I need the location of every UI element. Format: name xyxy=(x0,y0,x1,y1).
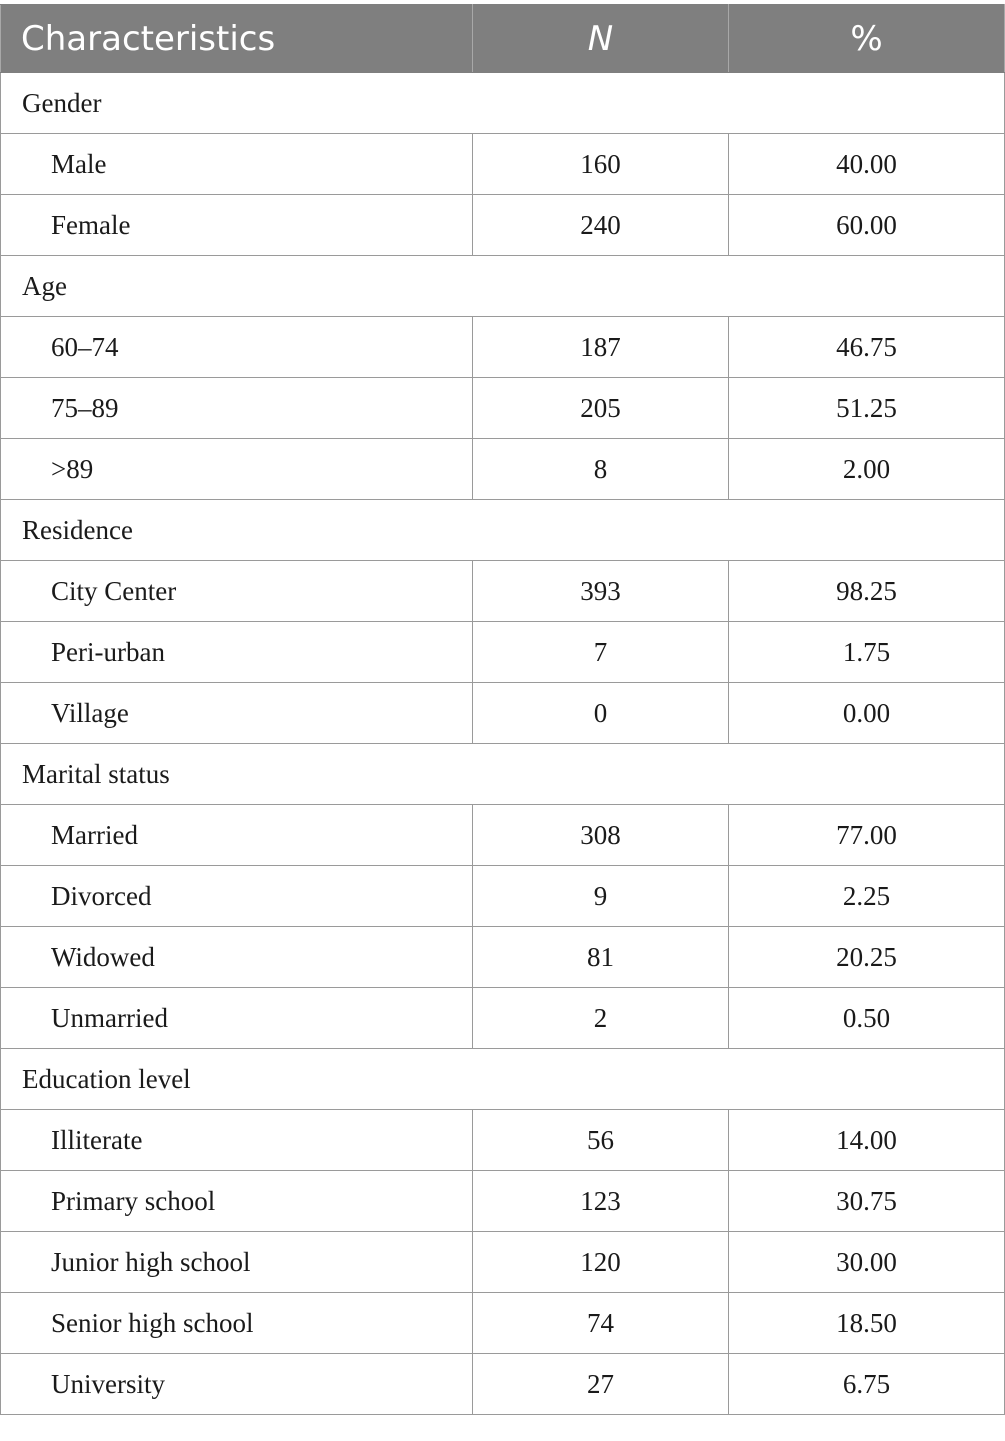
group-label: Marital status xyxy=(1,744,1005,805)
row-label: University xyxy=(1,1354,473,1415)
row-percent: 30.75 xyxy=(729,1171,1005,1232)
row-percent: 6.75 xyxy=(729,1354,1005,1415)
table-row xyxy=(1,1171,1005,1232)
table-row xyxy=(1,439,1005,500)
row-percent: 77.00 xyxy=(729,805,1005,866)
row-label: Primary school xyxy=(1,1171,473,1232)
row-n: 187 xyxy=(473,317,729,378)
row-label: City Center xyxy=(1,561,473,622)
row-label: Widowed xyxy=(1,927,473,988)
row-n: 74 xyxy=(473,1293,729,1354)
row-label: Divorced xyxy=(1,866,473,927)
group-row xyxy=(1,73,1005,134)
row-percent: 40.00 xyxy=(729,134,1005,195)
row-label: Illiterate xyxy=(1,1110,473,1171)
table-row xyxy=(1,683,1005,744)
row-label: Unmarried xyxy=(1,988,473,1049)
row-n: 9 xyxy=(473,866,729,927)
table-body xyxy=(1,73,1005,1415)
row-percent: 60.00 xyxy=(729,195,1005,256)
row-label: Female xyxy=(1,195,473,256)
row-percent: 46.75 xyxy=(729,317,1005,378)
group-row xyxy=(1,1049,1005,1110)
table-row xyxy=(1,195,1005,256)
table-row xyxy=(1,866,1005,927)
group-label: Gender xyxy=(1,73,1005,134)
row-percent: 0.50 xyxy=(729,988,1005,1049)
table-row xyxy=(1,1110,1005,1171)
table-row xyxy=(1,1232,1005,1293)
row-label: 75–89 xyxy=(1,378,473,439)
row-n: 56 xyxy=(473,1110,729,1171)
table-header xyxy=(1,5,1005,73)
row-n: 2 xyxy=(473,988,729,1049)
header-row xyxy=(1,5,1005,73)
row-n: 240 xyxy=(473,195,729,256)
row-n: 0 xyxy=(473,683,729,744)
row-label: Junior high school xyxy=(1,1232,473,1293)
row-percent: 2.00 xyxy=(729,439,1005,500)
row-n: 393 xyxy=(473,561,729,622)
row-n: 7 xyxy=(473,622,729,683)
characteristics-table xyxy=(0,4,1005,1415)
row-percent: 30.00 xyxy=(729,1232,1005,1293)
row-n: 205 xyxy=(473,378,729,439)
table-row xyxy=(1,927,1005,988)
row-percent: 1.75 xyxy=(729,622,1005,683)
row-percent: 14.00 xyxy=(729,1110,1005,1171)
row-percent: 0.00 xyxy=(729,683,1005,744)
table-row xyxy=(1,1354,1005,1415)
group-row xyxy=(1,744,1005,805)
header-percent: % xyxy=(729,5,1005,73)
row-label: Male xyxy=(1,134,473,195)
group-row xyxy=(1,500,1005,561)
row-label: 60–74 xyxy=(1,317,473,378)
group-row xyxy=(1,256,1005,317)
row-percent: 18.50 xyxy=(729,1293,1005,1354)
header-n: N xyxy=(473,5,729,73)
row-n: 8 xyxy=(473,439,729,500)
table-row xyxy=(1,622,1005,683)
table-row xyxy=(1,988,1005,1049)
row-n: 123 xyxy=(473,1171,729,1232)
row-n: 81 xyxy=(473,927,729,988)
row-n: 120 xyxy=(473,1232,729,1293)
row-label: Peri-urban xyxy=(1,622,473,683)
table-row xyxy=(1,561,1005,622)
row-percent: 20.25 xyxy=(729,927,1005,988)
row-label: Senior high school xyxy=(1,1293,473,1354)
group-label: Age xyxy=(1,256,1005,317)
row-label: Married xyxy=(1,805,473,866)
row-label: >89 xyxy=(1,439,473,500)
row-percent: 98.25 xyxy=(729,561,1005,622)
row-percent: 51.25 xyxy=(729,378,1005,439)
row-n: 308 xyxy=(473,805,729,866)
table-row xyxy=(1,378,1005,439)
group-label: Residence xyxy=(1,500,1005,561)
header-characteristics: Characteristics xyxy=(1,5,473,73)
row-percent: 2.25 xyxy=(729,866,1005,927)
row-n: 160 xyxy=(473,134,729,195)
table-row xyxy=(1,317,1005,378)
table-row xyxy=(1,805,1005,866)
table-row xyxy=(1,1293,1005,1354)
row-n: 27 xyxy=(473,1354,729,1415)
table-row xyxy=(1,134,1005,195)
row-label: Village xyxy=(1,683,473,744)
group-label: Education level xyxy=(1,1049,1005,1110)
